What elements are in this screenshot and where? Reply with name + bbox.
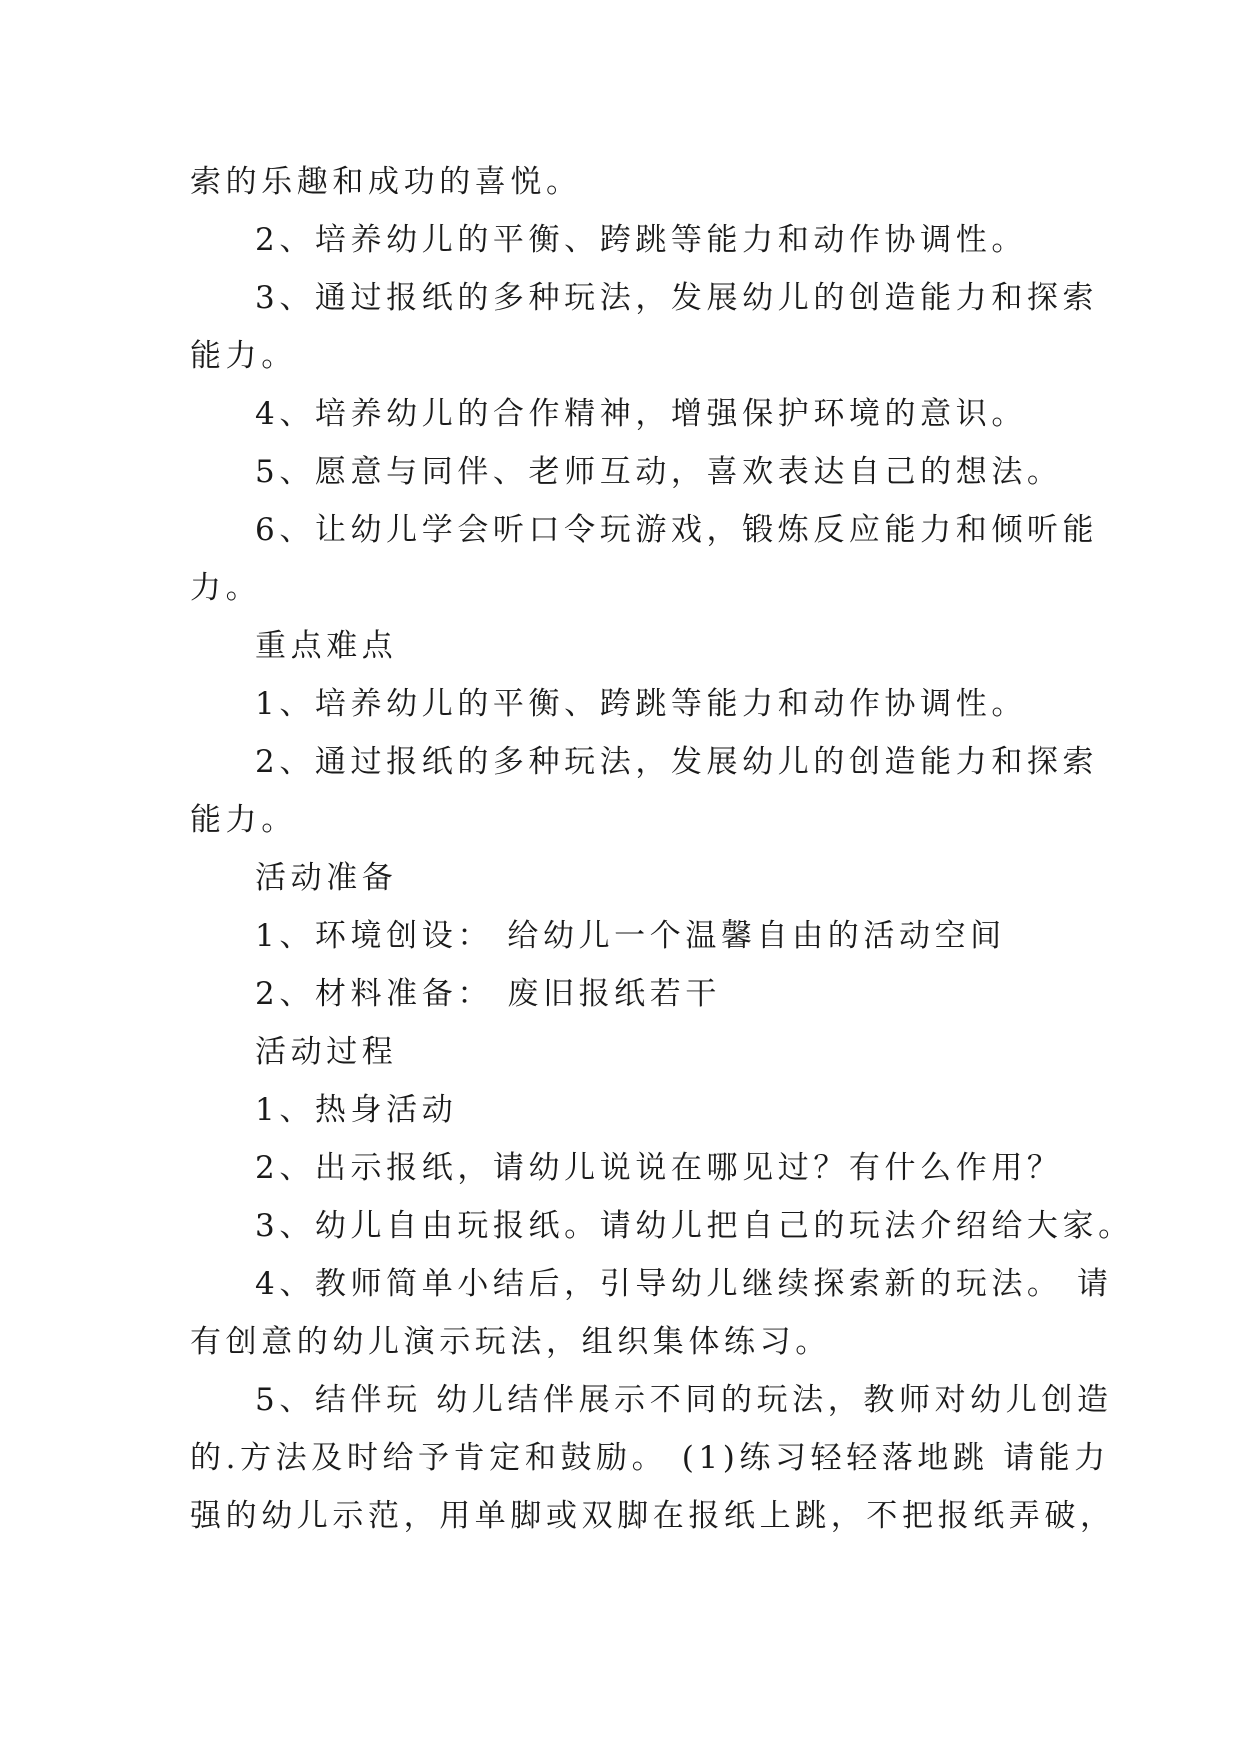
- section-heading: 活动准备: [255, 860, 398, 896]
- text-line: 1、培养幼儿的平衡、跨跳等能力和动作协调性。: [255, 686, 1027, 722]
- text-line: 强的幼儿示范，用单脚或双脚在报纸上跳，不把报纸弄破，: [190, 1498, 1116, 1534]
- text-line: 2、出示报纸，请幼儿说说在哪见过？有什么作用？: [255, 1150, 1063, 1186]
- text-line: 有创意的幼儿演示玩法，组织集体练习。: [190, 1324, 831, 1360]
- text-line: 4、培养幼儿的合作精神，增强保护环境的意识。: [255, 396, 1027, 432]
- text-line: 3、幼儿自由玩报纸。请幼儿把自己的玩法介绍给大家。: [255, 1208, 1134, 1244]
- text-line: 的.方法及时给予肯定和鼓励。 (1)练习轻轻落地跳 请能力: [190, 1440, 1110, 1476]
- text-line: 能力。: [190, 338, 297, 374]
- text-line: 5、结伴玩 幼儿结伴展示不同的玩法，教师对幼儿创造: [255, 1382, 1113, 1418]
- text-line: 1、热身活动: [255, 1092, 458, 1128]
- text-line: 2、材料准备： 废旧报纸若干: [255, 976, 721, 1012]
- text-line: 4、教师简单小结后，引导幼儿继续探索新的玩法。 请: [255, 1266, 1113, 1302]
- text-line: 能力。: [190, 802, 297, 838]
- text-line: 索的乐趣和成功的喜悦。: [190, 164, 582, 200]
- text-line: 5、愿意与同伴、老师互动，喜欢表达自己的想法。: [255, 454, 1063, 490]
- section-heading: 活动过程: [255, 1034, 398, 1070]
- text-line: 1、环境创设： 给幼儿一个温馨自由的活动空间: [255, 918, 1006, 954]
- section-heading: 重点难点: [255, 628, 398, 664]
- text-line: 6、让幼儿学会听口令玩游戏，锻炼反应能力和倾听能: [255, 512, 1099, 548]
- text-line: 3、通过报纸的多种玩法，发展幼儿的创造能力和探索: [255, 280, 1099, 316]
- document-page: [190, 153, 1134, 1545]
- text-line: 力。: [190, 570, 262, 606]
- text-line: 2、培养幼儿的平衡、跨跳等能力和动作协调性。: [255, 222, 1027, 258]
- text-line: 2、通过报纸的多种玩法，发展幼儿的创造能力和探索: [255, 744, 1099, 780]
